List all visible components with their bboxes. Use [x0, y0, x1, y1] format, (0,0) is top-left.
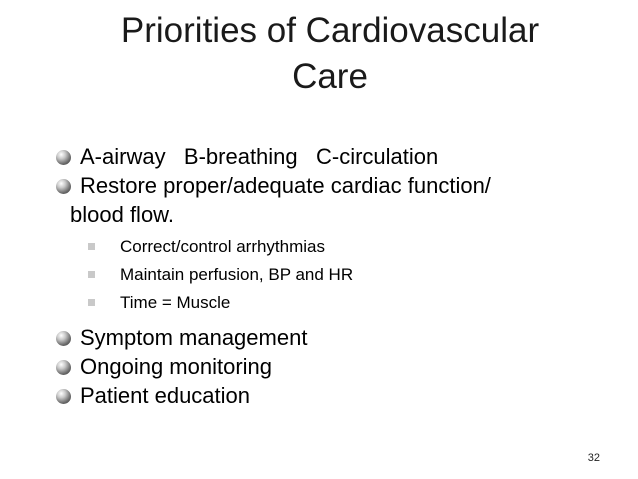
sub-bullet-text: Correct/control arrhythmias [120, 237, 326, 256]
sub-bullet-item [88, 233, 616, 261]
sub-bullet-list [80, 233, 616, 317]
slide-title-line-2: Care [292, 57, 368, 96]
bullet-list [56, 142, 616, 410]
square-bullet-icon [88, 271, 95, 278]
bullet-item-ongoing-monitoring [56, 352, 616, 381]
sphere-bullet-icon [56, 179, 71, 194]
bullet-item-patient-education [56, 381, 616, 410]
sphere-bullet-icon [56, 360, 71, 375]
sphere-bullet-icon [56, 331, 71, 346]
sub-bullet-text: Time = Muscle [120, 293, 231, 312]
sub-bullet-item [88, 261, 616, 289]
bullet-text-line-1: Restore proper/adequate cardiac function/ [80, 173, 491, 198]
slide-number: 32 [587, 452, 600, 464]
bullet-text-line-2: blood flow. [70, 202, 174, 227]
slide-title [40, 8, 620, 100]
bullet-item-restore-function [56, 171, 616, 317]
square-bullet-icon [88, 299, 95, 306]
bullet-item-abc [56, 142, 616, 171]
sub-bullet-text: Maintain perfusion, BP and HR [120, 265, 354, 284]
bullet-item-symptom-management [56, 323, 616, 352]
bullet-text: Patient education [80, 383, 251, 408]
slide-title-line-1: Priorities of Cardiovascular [120, 11, 540, 50]
bullet-text: A-airway B-breathing C-circulation [80, 144, 439, 169]
square-bullet-icon [88, 243, 95, 250]
bullet-text: Symptom management [80, 325, 308, 350]
sphere-bullet-icon [56, 389, 71, 404]
sphere-bullet-icon [56, 150, 71, 165]
sub-bullet-item [88, 289, 616, 317]
bullet-text: Ongoing monitoring [80, 354, 273, 379]
